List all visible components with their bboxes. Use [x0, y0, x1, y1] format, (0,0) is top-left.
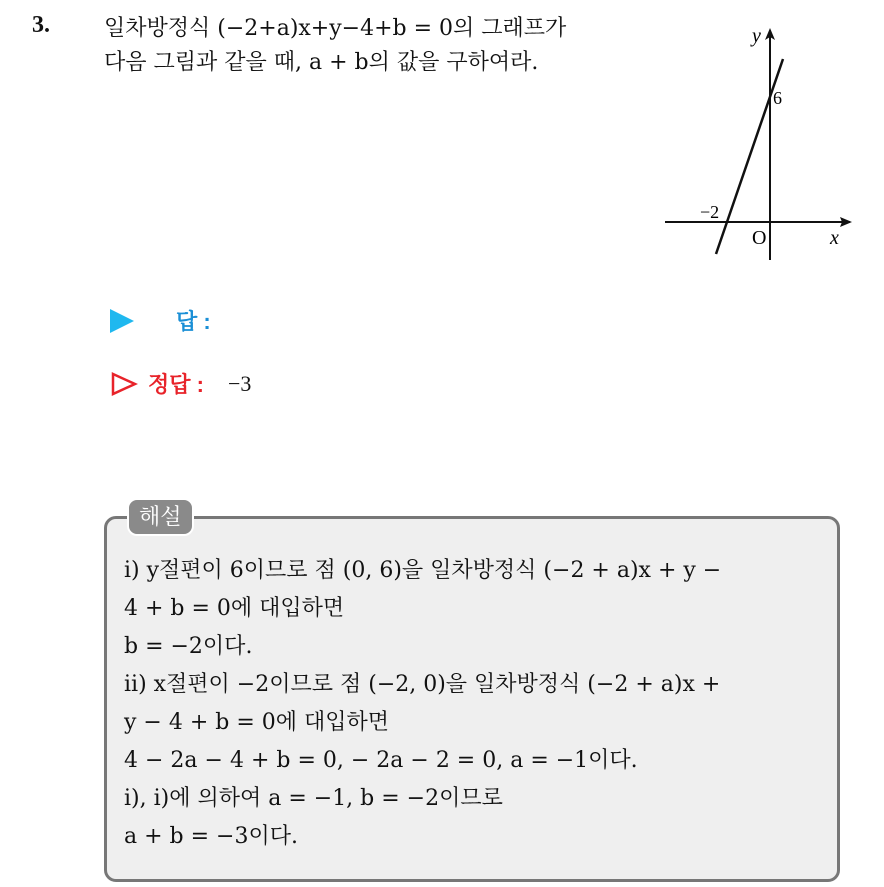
- answer-label: 답 :: [176, 309, 211, 334]
- x-intercept-label: −2: [700, 202, 720, 222]
- solution-text: [124, 552, 834, 856]
- x-axis-label: x: [830, 227, 839, 249]
- solution-line: 4 − 2a − 4 + b = 0, − 2a − 2 = 0, a = −1이다.: [124, 748, 638, 773]
- solution-line: ⅱ) x절편이 −2이므로 점 (−2, 0)을 일차방정식 (−2 + a)x +: [124, 672, 721, 697]
- question-text: [104, 12, 664, 80]
- correct-answer-value: −3: [227, 370, 252, 396]
- solution-line: a + b = −3이다.: [124, 824, 298, 849]
- answer-row: [110, 305, 211, 336]
- origin-label: O: [752, 227, 767, 249]
- outline-arrow-icon: [110, 371, 138, 397]
- solution-line: b = −2이다.: [124, 634, 253, 659]
- answer-arrow-icon: [110, 309, 134, 333]
- solution-line: 4 + b = 0에 대입하면: [124, 596, 345, 621]
- solution-line: ⅰ) y절편이 6이므로 점 (0, 6)을 일차방정식 (−2 + a)x + y −: [124, 558, 722, 583]
- solution-line: ⅰ), ⅰ)에 의하여 a = −1, b = −2이므로: [124, 786, 503, 811]
- solution-tag: 해설: [127, 498, 194, 536]
- y-intercept-label: 6: [773, 88, 782, 108]
- correct-answer-row: [110, 368, 251, 399]
- y-axis-label: y: [752, 25, 761, 47]
- correct-answer-label: 정답 :: [148, 372, 204, 397]
- line-graph: [660, 22, 860, 272]
- question-line-1: 일차방정식 (−2+a)x+y−4+b = 0의 그래프가: [104, 16, 567, 41]
- question-number: 3.: [32, 12, 50, 38]
- solution-line: y − 4 + b = 0에 대입하면: [124, 710, 390, 735]
- question-line-2: 다음 그림과 같을 때, a + b의 값을 구하여라.: [104, 50, 539, 75]
